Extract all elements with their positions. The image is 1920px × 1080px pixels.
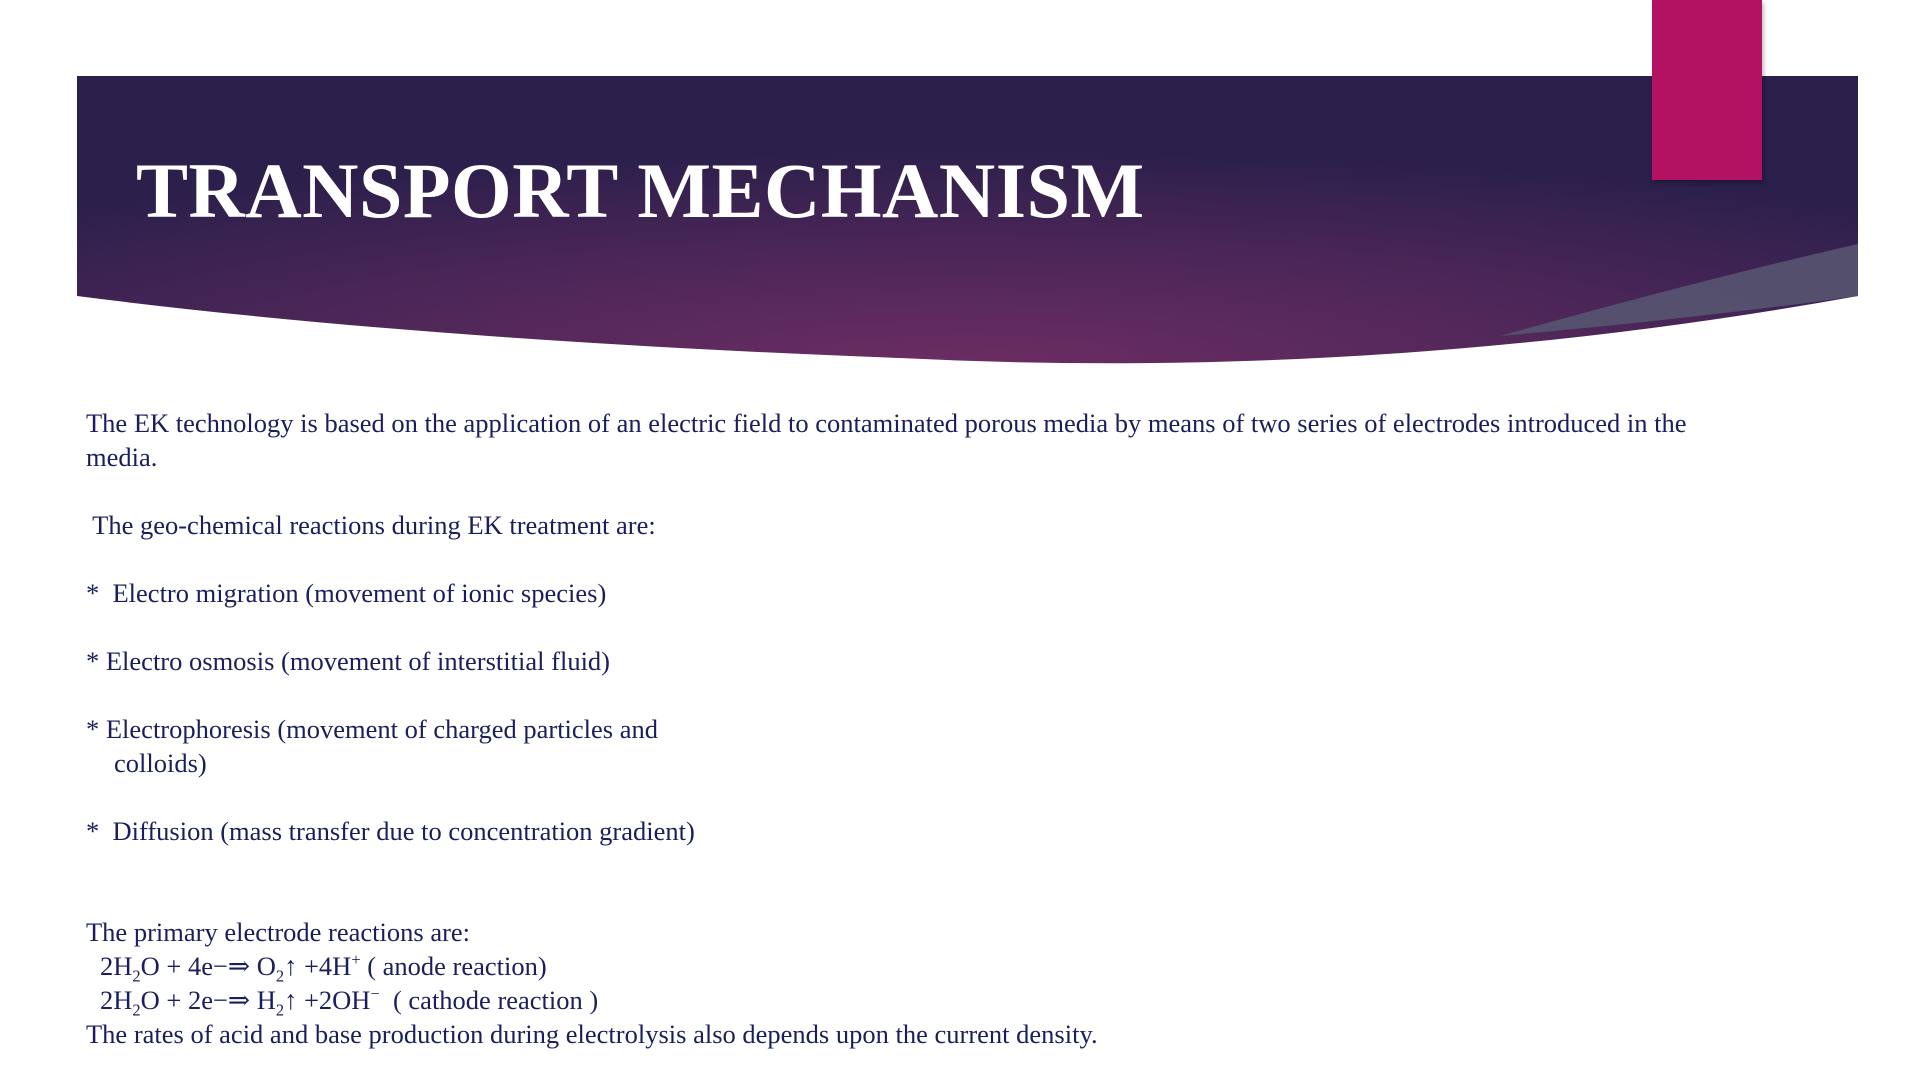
slide-body [86,406,1806,1051]
cathode-equation: $2H_2O$ + 2e−⇒ $H_2↑ +2OH^-$ ( cathode reaction ) [100,984,599,1020]
slide-title: TRANSPORT MECHANISM [136,147,1145,234]
bullet-electro-migration: * Electro migration (movement of ionic species) [86,578,607,608]
intro-paragraph-continued: media. [86,442,158,472]
bullet-electrophoresis: * Electrophoresis (movement of charged particles and [86,714,659,744]
bullet-electrophoresis-continued: colloids) [114,748,207,778]
intro-paragraph: The EK technology is based on the application of an electric field to contaminated porous media by means of two series of electrodes introduced in the [86,408,1687,438]
accent-tab [1652,0,1762,180]
electrode-heading: The primary electrode reactions are: [86,917,471,947]
anode-equation: $2H_2O$ + 4e−⇒ $O_2↑ +4H^+$ ( anode reaction) [100,950,547,986]
conclusion-paragraph: The rates of acid and base production during electrolysis also depends upon the current density. [86,1019,1098,1049]
reactions-heading: The geo-chemical reactions during EK treatment are: [86,510,656,540]
bullet-diffusion: * Diffusion (mass transfer due to concentration gradient) [86,816,695,846]
bullet-electro-osmosis: * Electro osmosis (movement of interstitial fluid) [86,646,611,676]
